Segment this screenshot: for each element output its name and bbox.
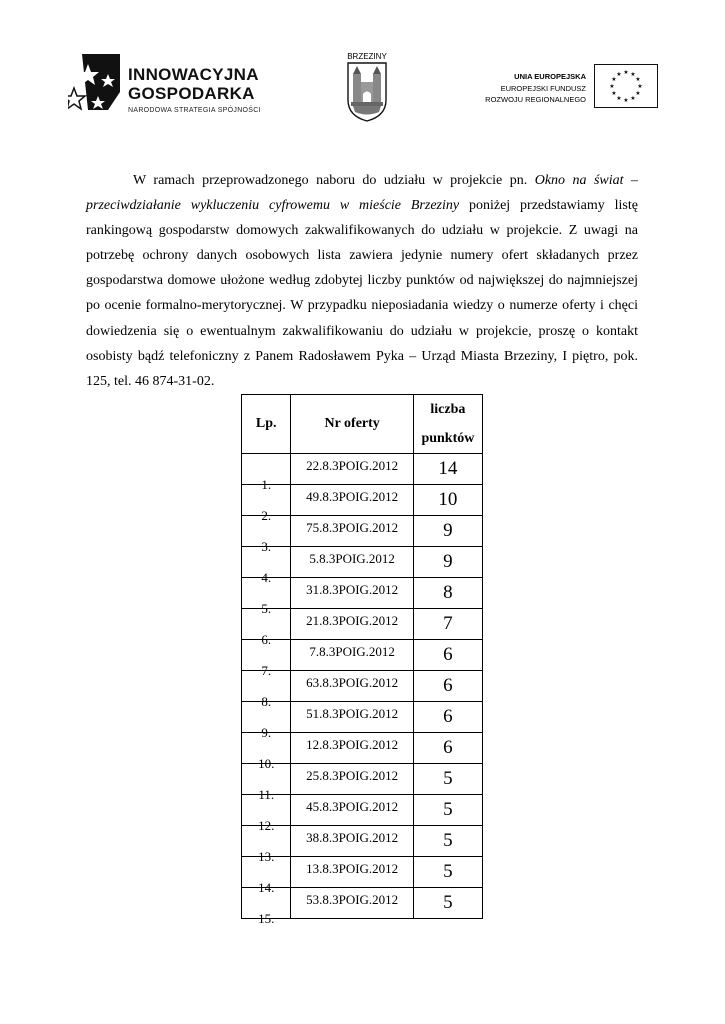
- intro-paragraph: [86, 168, 638, 394]
- row-points: 8: [413, 578, 482, 609]
- header-points-line1: liczba: [430, 402, 466, 417]
- row-points: 5: [413, 764, 482, 795]
- table-row: [242, 454, 483, 485]
- table-row: [242, 888, 483, 919]
- row-lp: 6.: [242, 609, 291, 640]
- row-lp: 2.: [242, 485, 291, 516]
- table-row: [242, 547, 483, 578]
- city-label: BRZEZINY: [347, 52, 387, 61]
- row-lp: 14.: [242, 857, 291, 888]
- row-points: 5: [413, 857, 482, 888]
- row-offer-number: 21.8.3POIG.2012: [291, 609, 413, 640]
- row-lp: 8.: [242, 671, 291, 702]
- table-row: [242, 671, 483, 702]
- row-offer-number: 25.8.3POIG.2012: [291, 764, 413, 795]
- row-points: 6: [413, 702, 482, 733]
- table-row: [242, 857, 483, 888]
- table-row: [242, 702, 483, 733]
- row-offer-number: 22.8.3POIG.2012: [291, 454, 413, 485]
- table-row: [242, 609, 483, 640]
- eu-flag-icon: [594, 64, 658, 108]
- svg-text:★: ★: [609, 83, 615, 90]
- row-offer-number: 49.8.3POIG.2012: [291, 485, 413, 516]
- castle-crest-icon: [347, 62, 387, 122]
- row-points: 9: [413, 516, 482, 547]
- ig-star-mark-icon: [68, 52, 124, 118]
- table-row: [242, 795, 483, 826]
- row-lp: 4.: [242, 547, 291, 578]
- row-points: 6: [413, 640, 482, 671]
- header-points-line2: punktów: [421, 431, 475, 446]
- row-points: 9: [413, 547, 482, 578]
- svg-text:★: ★: [611, 90, 617, 97]
- row-offer-number: 51.8.3POIG.2012: [291, 702, 413, 733]
- row-lp: 3.: [242, 516, 291, 547]
- row-lp: 9.: [242, 702, 291, 733]
- row-points: 7: [413, 609, 482, 640]
- brzeziny-coat-of-arms: [343, 52, 391, 124]
- eu-logo: [480, 64, 658, 112]
- row-offer-number: 7.8.3POIG.2012: [291, 640, 413, 671]
- header-offer-number: Nr oferty: [291, 395, 413, 454]
- table-body: [242, 454, 483, 926]
- svg-text:★: ★: [630, 95, 636, 102]
- project-name: Okno na świat – przeciwdziałanie wykluczeniu cyfrowemu w mieście Brzeziny: [86, 173, 639, 214]
- svg-text:★: ★: [637, 83, 643, 90]
- ig-subtitle: NARODOWA STRATEGIA SPÓJNOŚCI: [128, 107, 261, 114]
- ig-title-line1: INNOWACYJNA: [128, 65, 259, 84]
- svg-text:★: ★: [616, 71, 622, 78]
- row-offer-number: 13.8.3POIG.2012: [291, 857, 413, 888]
- row-points: 6: [413, 733, 482, 764]
- row-offer-number: 53.8.3POIG.2012: [291, 888, 413, 919]
- innowacyjna-gospodarka-logo: [68, 52, 288, 118]
- row-lp: 13.: [242, 826, 291, 857]
- row-lp: 10.: [242, 733, 291, 764]
- row-points: 14: [413, 454, 482, 485]
- row-points: 5: [413, 795, 482, 826]
- ranking-table: [241, 394, 483, 926]
- row-offer-number: 12.8.3POIG.2012: [291, 733, 413, 764]
- svg-text:★: ★: [623, 97, 629, 104]
- row-offer-number: 45.8.3POIG.2012: [291, 795, 413, 826]
- row-lp: 5.: [242, 578, 291, 609]
- svg-text:★: ★: [635, 76, 641, 83]
- table-row: [242, 485, 483, 516]
- row-points: 5: [413, 826, 482, 857]
- header-points: [413, 395, 482, 454]
- row-lp: 11.: [242, 764, 291, 795]
- row-points: 5: [413, 888, 482, 919]
- svg-text:★: ★: [616, 95, 622, 102]
- row-offer-number: 5.8.3POIG.2012: [291, 547, 413, 578]
- paragraph-part1: W ramach przeprowadzonego naboru do udziału w projekcie pn.: [133, 173, 535, 188]
- row-offer-number: 31.8.3POIG.2012: [291, 578, 413, 609]
- svg-text:★: ★: [635, 90, 641, 97]
- row-points: 10: [413, 485, 482, 516]
- eu-line1: UNIA EUROPEJSKA: [514, 72, 586, 81]
- row-lp: 1.: [242, 454, 291, 485]
- row-offer-number: 38.8.3POIG.2012: [291, 826, 413, 857]
- paragraph-part2: poniżej przedstawiamy listę rankingową gospodarstw domowych zakwalifikowanych do udziału w projekcie. Z uwagi na potrzebę ochrony danych osobowych lista zawiera jedynie numery ofert składanych przez gospodarstwa domowe ułożone według zdobytej liczby punktów od największej do najmniejszej po ocenie formalno-merytorycznej. W przypadku nieposiadania wiedzy o numerze oferty i chęci dowiedzenia się o ewentualnym zakwalifikowaniu do udziału w projekcie, proszę o kontakt osobisty bądź telefoniczny z Panem Radosławem Pyka – Urząd Miasta Brzeziny, I piętro, pok. 125, tel. 46 874-31-02.: [86, 198, 638, 389]
- table-header-row: [242, 395, 483, 454]
- ig-title-line2: GOSPODARKA: [128, 84, 255, 103]
- row-lp: 12.: [242, 795, 291, 826]
- row-lp: 7.: [242, 640, 291, 671]
- svg-text:★: ★: [611, 76, 617, 83]
- table-row: [242, 764, 483, 795]
- svg-text:★: ★: [630, 71, 636, 78]
- table-row: [242, 733, 483, 764]
- table-row: [242, 826, 483, 857]
- table-row: [242, 516, 483, 547]
- row-offer-number: 63.8.3POIG.2012: [291, 671, 413, 702]
- table-row: [242, 640, 483, 671]
- header-lp: Lp.: [242, 395, 291, 454]
- row-lp: 15.: [242, 888, 291, 919]
- eu-line2: EUROPEJSKI FUNDUSZ: [500, 84, 586, 93]
- row-offer-number: 75.8.3POIG.2012: [291, 516, 413, 547]
- svg-text:★: ★: [623, 69, 629, 76]
- eu-line3: ROZWOJU REGIONALNEGO: [485, 95, 586, 104]
- row-points: 6: [413, 671, 482, 702]
- table-row: [242, 578, 483, 609]
